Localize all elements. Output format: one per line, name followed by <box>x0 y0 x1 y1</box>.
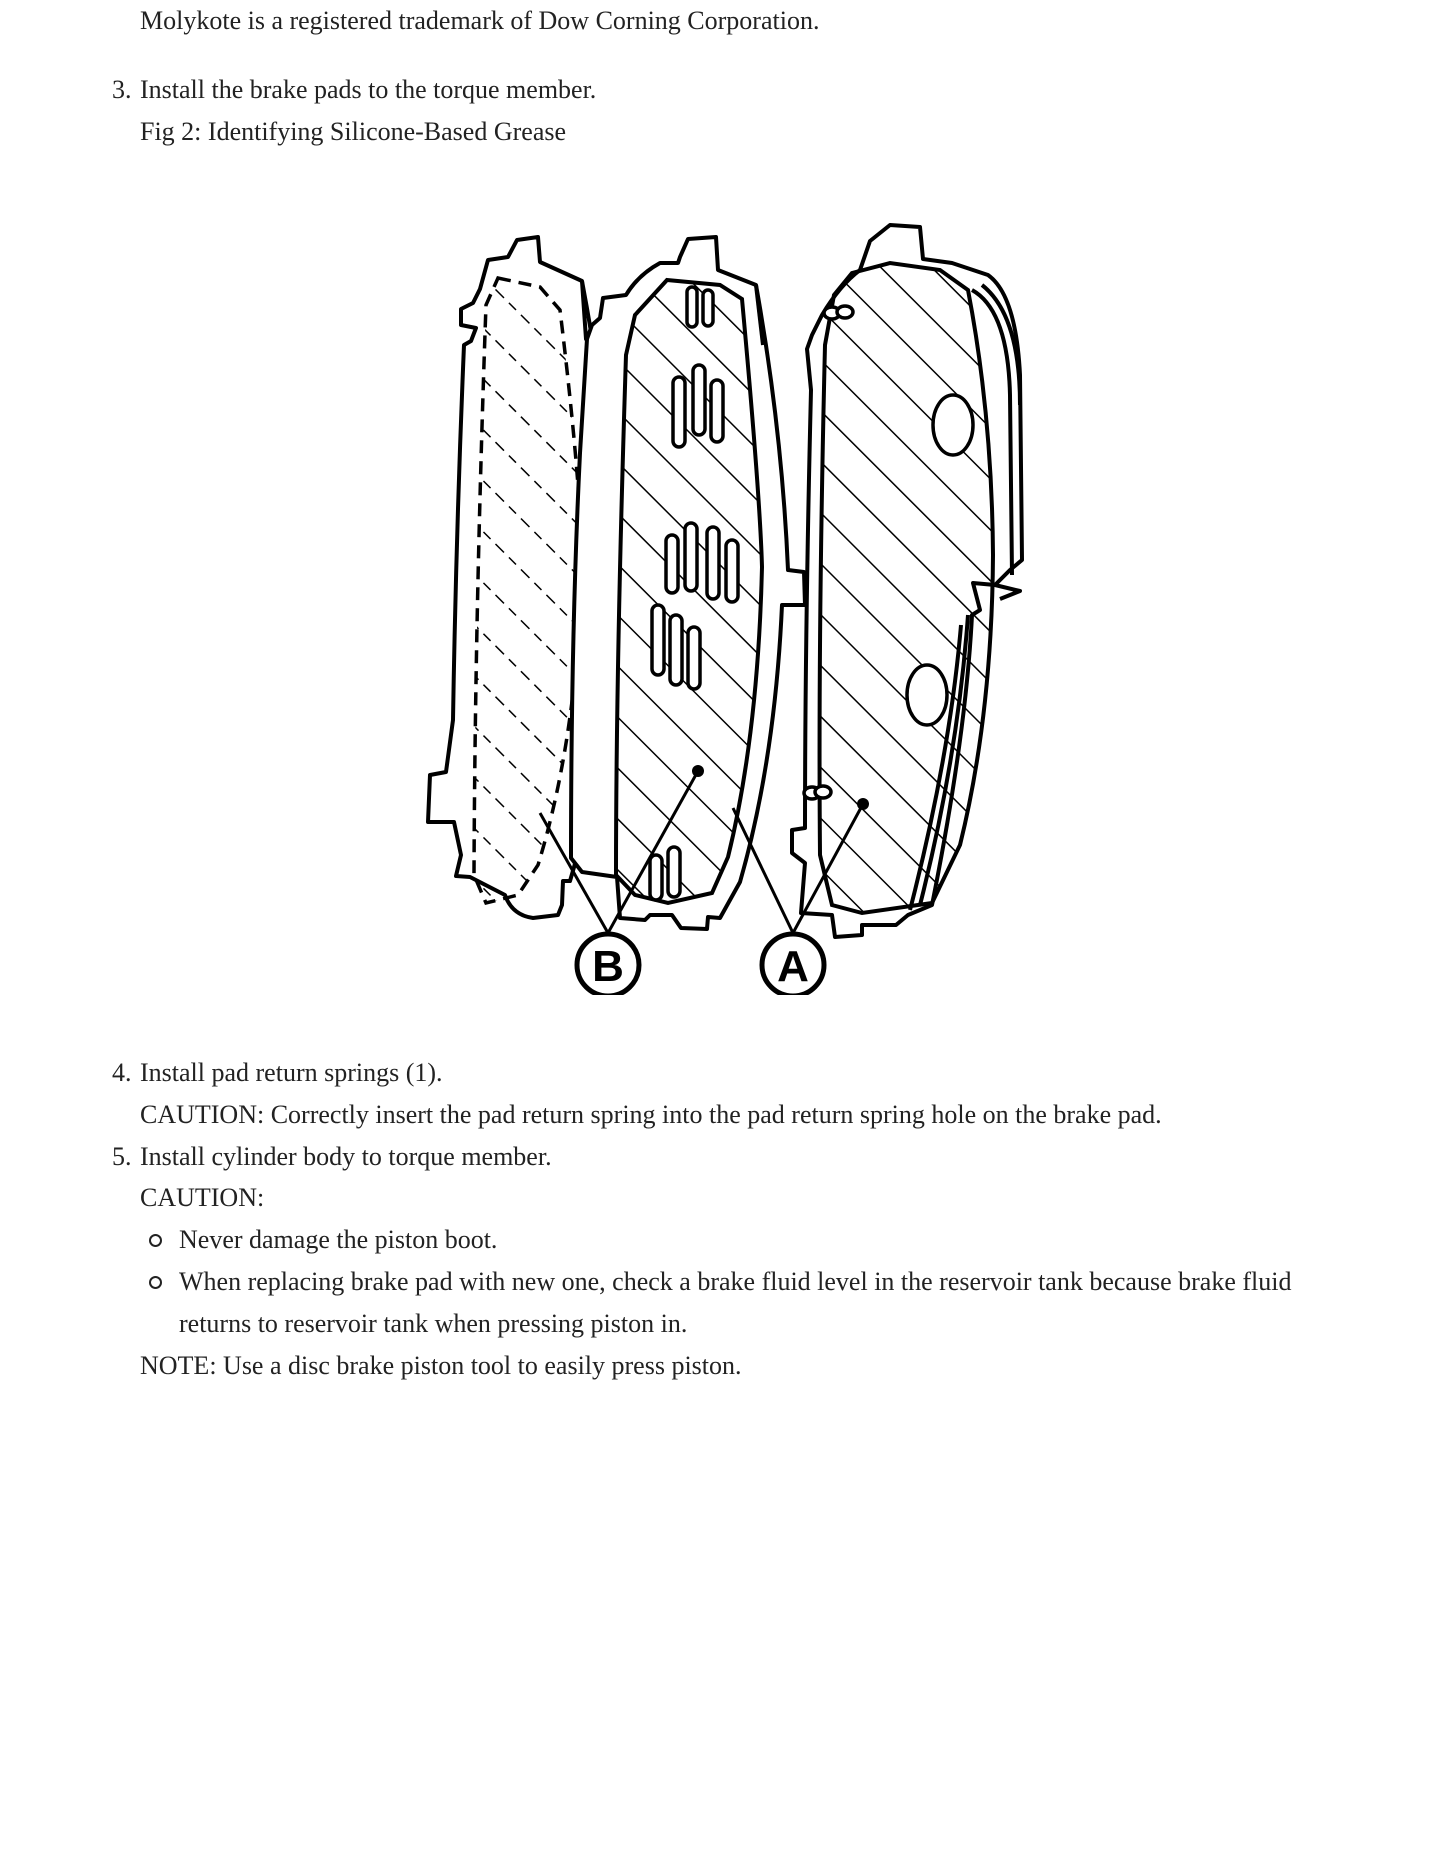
step-5-caution-heading: CAUTION: <box>140 1183 265 1212</box>
caution-item: Never damage the piston boot. <box>179 1225 498 1254</box>
callout-a-label: A <box>777 942 809 991</box>
callout-dot <box>857 798 869 810</box>
bullet-circle-icon <box>149 1234 162 1247</box>
caution-item: When replacing brake pad with new one, check a brake fluid level in the reservoir tank because brake fluid <box>179 1267 1292 1296</box>
step-3-number: 3. <box>112 75 132 104</box>
step-5-number: 5. <box>112 1142 132 1171</box>
bullet-circle-icon <box>149 1276 162 1289</box>
step-4-caution: CAUTION: Correctly insert the pad return spring into the pad return spring hole on the brake pad. <box>140 1100 1162 1129</box>
step-5-note: NOTE: Use a disc brake piston tool to easily press piston. <box>140 1351 742 1380</box>
caution-item-continuation: returns to reservoir tank when pressing piston in. <box>179 1309 688 1338</box>
trademark-note: Molykote is a registered trademark of Dow Corning Corporation. <box>140 6 820 35</box>
brake-pad-figure <box>420 215 1070 995</box>
callout-b-label: B <box>592 942 624 991</box>
callout-dot <box>692 765 704 777</box>
step-4-number: 4. <box>112 1058 132 1087</box>
friction-material-right <box>820 263 993 913</box>
step-4-text: Install pad return springs (1). <box>140 1058 443 1087</box>
step-3-text: Install the brake pads to the torque member. <box>140 75 597 104</box>
figure-caption: Fig 2: Identifying Silicone-Based Grease <box>140 117 567 146</box>
step-5-text: Install cylinder body to torque member. <box>140 1142 552 1171</box>
